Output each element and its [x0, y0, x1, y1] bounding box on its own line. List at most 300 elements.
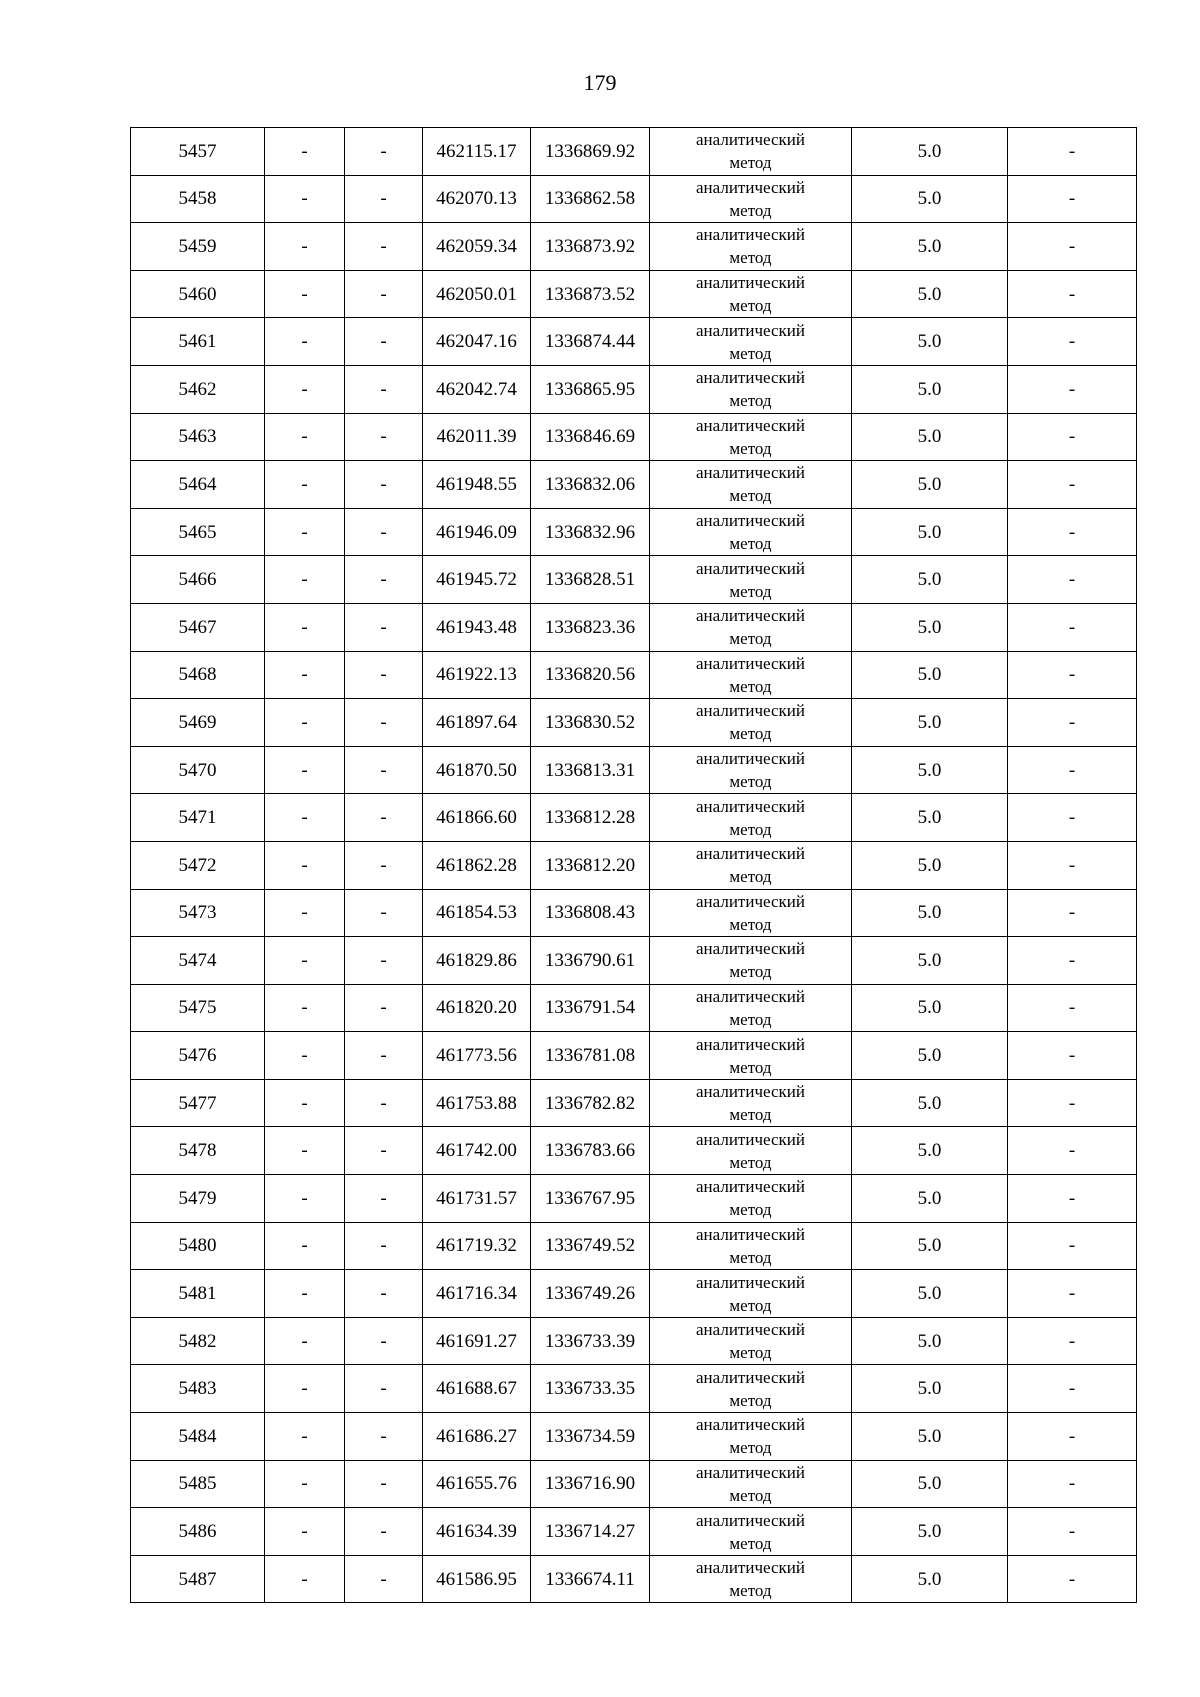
method-text-line-2: метод [729, 391, 772, 411]
method-text-line-2: метод [729, 486, 772, 506]
method-text-line-2: метод [729, 153, 772, 173]
method-cell [650, 1508, 852, 1556]
accuracy-cell: 5.0 [852, 128, 1008, 176]
method-cell [650, 794, 852, 842]
note-cell: - [1008, 128, 1137, 176]
note-cell: - [1008, 984, 1137, 1032]
x-coordinate-cell: 461945.72 [423, 556, 531, 604]
accuracy-cell: 5.0 [852, 1317, 1008, 1365]
table-row [131, 318, 1137, 366]
table-row [131, 1460, 1137, 1508]
point-number-cell: 5459 [131, 223, 265, 271]
page-number: 179 [583, 70, 617, 95]
table-row [131, 1175, 1137, 1223]
method-cell [650, 128, 852, 176]
accuracy-cell: 5.0 [852, 1222, 1008, 1270]
method-cell [650, 651, 852, 699]
method-text-line-1: аналитический [696, 749, 805, 769]
empty-value-cell: - [345, 1270, 423, 1318]
accuracy-cell: 5.0 [852, 937, 1008, 985]
coordinates-table [130, 127, 1137, 1603]
method-text-line-2: метод [729, 1533, 772, 1553]
point-number-cell: 5472 [131, 841, 265, 889]
empty-value-cell: - [265, 1365, 345, 1413]
x-coordinate-cell: 461897.64 [423, 699, 531, 747]
empty-value-cell: - [345, 1555, 423, 1603]
method-text-line-1: аналитический [696, 1224, 805, 1244]
x-coordinate-cell: 461946.09 [423, 508, 531, 556]
table-row [131, 1555, 1137, 1603]
y-coordinate-cell: 1336716.90 [531, 1460, 650, 1508]
point-number-cell: 5458 [131, 175, 265, 223]
accuracy-cell: 5.0 [852, 556, 1008, 604]
table-row [131, 937, 1137, 985]
note-cell: - [1008, 1317, 1137, 1365]
method-text-line-1: аналитический [696, 1272, 805, 1292]
note-cell: - [1008, 1270, 1137, 1318]
accuracy-cell: 5.0 [852, 699, 1008, 747]
x-coordinate-cell: 461773.56 [423, 1032, 531, 1080]
empty-value-cell: - [345, 270, 423, 318]
empty-value-cell: - [345, 1222, 423, 1270]
accuracy-cell: 5.0 [852, 1032, 1008, 1080]
x-coordinate-cell: 461688.67 [423, 1365, 531, 1413]
x-coordinate-cell: 462011.39 [423, 413, 531, 461]
empty-value-cell: - [345, 1032, 423, 1080]
accuracy-cell: 5.0 [852, 270, 1008, 318]
note-cell: - [1008, 889, 1137, 937]
empty-value-cell: - [265, 1460, 345, 1508]
table-row [131, 1079, 1137, 1127]
accuracy-cell: 5.0 [852, 651, 1008, 699]
empty-value-cell: - [345, 746, 423, 794]
empty-value-cell: - [345, 318, 423, 366]
table-row [131, 1365, 1137, 1413]
note-cell: - [1008, 508, 1137, 556]
empty-value-cell: - [265, 1079, 345, 1127]
empty-value-cell: - [265, 508, 345, 556]
method-text-line-1: аналитический [696, 939, 805, 959]
table-row [131, 889, 1137, 937]
table-row [131, 223, 1137, 271]
x-coordinate-cell: 461948.55 [423, 461, 531, 509]
y-coordinate-cell: 1336820.56 [531, 651, 650, 699]
table-row [131, 1032, 1137, 1080]
empty-value-cell: - [345, 461, 423, 509]
method-text-line-2: метод [729, 772, 772, 792]
empty-value-cell: - [265, 1508, 345, 1556]
empty-value-cell: - [265, 651, 345, 699]
empty-value-cell: - [345, 651, 423, 699]
table-row [131, 1127, 1137, 1175]
empty-value-cell: - [345, 223, 423, 271]
x-coordinate-cell: 461719.32 [423, 1222, 531, 1270]
point-number-cell: 5464 [131, 461, 265, 509]
method-cell [650, 984, 852, 1032]
method-text-line-1: аналитический [696, 653, 805, 673]
x-coordinate-cell: 461862.28 [423, 841, 531, 889]
accuracy-cell: 5.0 [852, 1079, 1008, 1127]
table-row [131, 128, 1137, 176]
note-cell: - [1008, 651, 1137, 699]
note-cell: - [1008, 937, 1137, 985]
x-coordinate-cell: 461731.57 [423, 1175, 531, 1223]
empty-value-cell: - [265, 937, 345, 985]
accuracy-cell: 5.0 [852, 1508, 1008, 1556]
point-number-cell: 5477 [131, 1079, 265, 1127]
method-cell [650, 175, 852, 223]
method-cell [650, 508, 852, 556]
empty-value-cell: - [345, 1365, 423, 1413]
method-text-line-1: аналитический [696, 1129, 805, 1149]
method-text-line-2: метод [729, 1581, 772, 1601]
empty-value-cell: - [265, 318, 345, 366]
point-number-cell: 5485 [131, 1460, 265, 1508]
method-text-line-2: метод [729, 534, 772, 554]
method-text-line-2: метод [729, 724, 772, 744]
y-coordinate-cell: 1336830.52 [531, 699, 650, 747]
accuracy-cell: 5.0 [852, 1127, 1008, 1175]
method-cell [650, 1365, 852, 1413]
y-coordinate-cell: 1336749.26 [531, 1270, 650, 1318]
y-coordinate-cell: 1336781.08 [531, 1032, 650, 1080]
x-coordinate-cell: 462059.34 [423, 223, 531, 271]
point-number-cell: 5471 [131, 794, 265, 842]
method-cell [650, 1555, 852, 1603]
table-row [131, 651, 1137, 699]
accuracy-cell: 5.0 [852, 413, 1008, 461]
empty-value-cell: - [265, 223, 345, 271]
note-cell: - [1008, 1032, 1137, 1080]
point-number-cell: 5461 [131, 318, 265, 366]
x-coordinate-cell: 462115.17 [423, 128, 531, 176]
x-coordinate-cell: 461655.76 [423, 1460, 531, 1508]
method-text-line-1: аналитический [696, 320, 805, 340]
y-coordinate-cell: 1336783.66 [531, 1127, 650, 1175]
x-coordinate-cell: 461829.86 [423, 937, 531, 985]
empty-value-cell: - [345, 699, 423, 747]
accuracy-cell: 5.0 [852, 1175, 1008, 1223]
empty-value-cell: - [265, 699, 345, 747]
method-cell [650, 556, 852, 604]
x-coordinate-cell: 462042.74 [423, 365, 531, 413]
method-text-line-1: аналитический [696, 1462, 805, 1482]
method-text-line-1: аналитический [696, 558, 805, 578]
y-coordinate-cell: 1336749.52 [531, 1222, 650, 1270]
table-row [131, 1413, 1137, 1461]
x-coordinate-cell: 461870.50 [423, 746, 531, 794]
x-coordinate-cell: 461586.95 [423, 1555, 531, 1603]
x-coordinate-cell: 461716.34 [423, 1270, 531, 1318]
empty-value-cell: - [265, 603, 345, 651]
accuracy-cell: 5.0 [852, 1365, 1008, 1413]
point-number-cell: 5482 [131, 1317, 265, 1365]
method-text-line-1: аналитический [696, 1177, 805, 1197]
method-cell [650, 365, 852, 413]
empty-value-cell: - [265, 365, 345, 413]
empty-value-cell: - [345, 365, 423, 413]
y-coordinate-cell: 1336873.52 [531, 270, 650, 318]
empty-value-cell: - [345, 603, 423, 651]
accuracy-cell: 5.0 [852, 603, 1008, 651]
empty-value-cell: - [345, 841, 423, 889]
empty-value-cell: - [265, 889, 345, 937]
accuracy-cell: 5.0 [852, 1413, 1008, 1461]
table-row [131, 1508, 1137, 1556]
point-number-cell: 5466 [131, 556, 265, 604]
note-cell: - [1008, 1175, 1137, 1223]
table-row [131, 841, 1137, 889]
y-coordinate-cell: 1336734.59 [531, 1413, 650, 1461]
empty-value-cell: - [345, 1413, 423, 1461]
empty-value-cell: - [345, 508, 423, 556]
note-cell: - [1008, 365, 1137, 413]
point-number-cell: 5474 [131, 937, 265, 985]
note-cell: - [1008, 318, 1137, 366]
method-text-line-2: метод [729, 438, 772, 458]
point-number-cell: 5484 [131, 1413, 265, 1461]
method-cell [650, 1317, 852, 1365]
method-text-line-1: аналитический [696, 1034, 805, 1054]
empty-value-cell: - [345, 175, 423, 223]
method-cell [650, 270, 852, 318]
empty-value-cell: - [265, 746, 345, 794]
x-coordinate-cell: 462050.01 [423, 270, 531, 318]
note-cell: - [1008, 175, 1137, 223]
method-text-line-2: метод [729, 1009, 772, 1029]
point-number-cell: 5462 [131, 365, 265, 413]
y-coordinate-cell: 1336828.51 [531, 556, 650, 604]
y-coordinate-cell: 1336767.95 [531, 1175, 650, 1223]
empty-value-cell: - [345, 1508, 423, 1556]
method-text-line-1: аналитический [696, 463, 805, 483]
accuracy-cell: 5.0 [852, 841, 1008, 889]
accuracy-cell: 5.0 [852, 1555, 1008, 1603]
empty-value-cell: - [265, 1413, 345, 1461]
note-cell: - [1008, 1127, 1137, 1175]
point-number-cell: 5481 [131, 1270, 265, 1318]
method-text-line-2: метод [729, 1105, 772, 1125]
note-cell: - [1008, 794, 1137, 842]
empty-value-cell: - [265, 128, 345, 176]
x-coordinate-cell: 461943.48 [423, 603, 531, 651]
note-cell: - [1008, 223, 1137, 271]
accuracy-cell: 5.0 [852, 889, 1008, 937]
method-text-line-1: аналитический [696, 986, 805, 1006]
x-coordinate-cell: 461753.88 [423, 1079, 531, 1127]
empty-value-cell: - [265, 1032, 345, 1080]
method-cell [650, 746, 852, 794]
point-number-cell: 5470 [131, 746, 265, 794]
accuracy-cell: 5.0 [852, 794, 1008, 842]
point-number-cell: 5465 [131, 508, 265, 556]
note-cell: - [1008, 1460, 1137, 1508]
table-row [131, 175, 1137, 223]
point-number-cell: 5457 [131, 128, 265, 176]
point-number-cell: 5460 [131, 270, 265, 318]
y-coordinate-cell: 1336812.28 [531, 794, 650, 842]
method-text-line-2: метод [729, 1247, 772, 1267]
empty-value-cell: - [345, 1175, 423, 1223]
method-text-line-1: аналитический [696, 844, 805, 864]
y-coordinate-cell: 1336869.92 [531, 128, 650, 176]
method-text-line-1: аналитический [696, 177, 805, 197]
table-row [131, 603, 1137, 651]
method-text-line-1: аналитический [696, 701, 805, 721]
table-row [131, 746, 1137, 794]
note-cell: - [1008, 413, 1137, 461]
method-text-line-2: метод [729, 1485, 772, 1505]
table-row [131, 413, 1137, 461]
method-cell [650, 223, 852, 271]
empty-value-cell: - [265, 413, 345, 461]
method-cell [650, 318, 852, 366]
x-coordinate-cell: 462070.13 [423, 175, 531, 223]
method-text-line-1: аналитический [696, 1367, 805, 1387]
note-cell: - [1008, 1079, 1137, 1127]
table-row [131, 1270, 1137, 1318]
empty-value-cell: - [345, 413, 423, 461]
method-text-line-1: аналитический [696, 1415, 805, 1435]
empty-value-cell: - [345, 889, 423, 937]
accuracy-cell: 5.0 [852, 461, 1008, 509]
method-cell [650, 1413, 852, 1461]
method-text-line-2: метод [729, 629, 772, 649]
method-text-line-2: метод [729, 581, 772, 601]
empty-value-cell: - [265, 1222, 345, 1270]
method-cell [650, 841, 852, 889]
method-text-line-2: метод [729, 819, 772, 839]
point-number-cell: 5478 [131, 1127, 265, 1175]
method-text-line-1: аналитический [696, 1558, 805, 1578]
y-coordinate-cell: 1336873.92 [531, 223, 650, 271]
note-cell: - [1008, 556, 1137, 604]
empty-value-cell: - [265, 1555, 345, 1603]
method-text-line-2: метод [729, 200, 772, 220]
point-number-cell: 5468 [131, 651, 265, 699]
accuracy-cell: 5.0 [852, 746, 1008, 794]
method-text-line-2: метод [729, 1295, 772, 1315]
y-coordinate-cell: 1336714.27 [531, 1508, 650, 1556]
y-coordinate-cell: 1336874.44 [531, 318, 650, 366]
y-coordinate-cell: 1336782.82 [531, 1079, 650, 1127]
method-text-line-2: метод [729, 962, 772, 982]
method-text-line-1: аналитический [696, 225, 805, 245]
empty-value-cell: - [265, 1175, 345, 1223]
point-number-cell: 5476 [131, 1032, 265, 1080]
point-number-cell: 5487 [131, 1555, 265, 1603]
y-coordinate-cell: 1336791.54 [531, 984, 650, 1032]
method-cell [650, 1460, 852, 1508]
x-coordinate-cell: 461691.27 [423, 1317, 531, 1365]
method-text-line-1: аналитический [696, 1082, 805, 1102]
point-number-cell: 5469 [131, 699, 265, 747]
empty-value-cell: - [265, 1270, 345, 1318]
method-cell [650, 1032, 852, 1080]
empty-value-cell: - [265, 175, 345, 223]
method-text-line-2: метод [729, 1057, 772, 1077]
method-text-line-2: метод [729, 867, 772, 887]
empty-value-cell: - [265, 984, 345, 1032]
method-cell [650, 699, 852, 747]
empty-value-cell: - [345, 128, 423, 176]
table-row [131, 1317, 1137, 1365]
method-cell [650, 1222, 852, 1270]
x-coordinate-cell: 461866.60 [423, 794, 531, 842]
empty-value-cell: - [345, 1460, 423, 1508]
method-text-line-1: аналитический [696, 368, 805, 388]
accuracy-cell: 5.0 [852, 223, 1008, 271]
x-coordinate-cell: 461686.27 [423, 1413, 531, 1461]
note-cell: - [1008, 746, 1137, 794]
accuracy-cell: 5.0 [852, 318, 1008, 366]
method-text-line-2: метод [729, 296, 772, 316]
method-text-line-1: аналитический [696, 273, 805, 293]
method-cell [650, 1127, 852, 1175]
table-row [131, 556, 1137, 604]
accuracy-cell: 5.0 [852, 1270, 1008, 1318]
point-number-cell: 5479 [131, 1175, 265, 1223]
empty-value-cell: - [265, 270, 345, 318]
method-cell [650, 603, 852, 651]
empty-value-cell: - [345, 1127, 423, 1175]
y-coordinate-cell: 1336832.06 [531, 461, 650, 509]
x-coordinate-cell: 461854.53 [423, 889, 531, 937]
x-coordinate-cell: 461742.00 [423, 1127, 531, 1175]
method-text-line-1: аналитический [696, 1320, 805, 1340]
empty-value-cell: - [265, 794, 345, 842]
empty-value-cell: - [265, 1317, 345, 1365]
y-coordinate-cell: 1336813.31 [531, 746, 650, 794]
accuracy-cell: 5.0 [852, 1460, 1008, 1508]
method-cell [650, 937, 852, 985]
table-row [131, 794, 1137, 842]
x-coordinate-cell: 461820.20 [423, 984, 531, 1032]
y-coordinate-cell: 1336733.35 [531, 1365, 650, 1413]
method-text-line-1: аналитический [696, 796, 805, 816]
y-coordinate-cell: 1336823.36 [531, 603, 650, 651]
x-coordinate-cell: 462047.16 [423, 318, 531, 366]
method-text-line-1: аналитический [696, 511, 805, 531]
note-cell: - [1008, 461, 1137, 509]
table-row [131, 508, 1137, 556]
accuracy-cell: 5.0 [852, 175, 1008, 223]
method-text-line-2: метод [729, 1152, 772, 1172]
method-cell [650, 461, 852, 509]
note-cell: - [1008, 603, 1137, 651]
note-cell: - [1008, 1413, 1137, 1461]
x-coordinate-cell: 461922.13 [423, 651, 531, 699]
method-cell [650, 1079, 852, 1127]
empty-value-cell: - [265, 841, 345, 889]
y-coordinate-cell: 1336865.95 [531, 365, 650, 413]
method-text-line-2: метод [729, 343, 772, 363]
empty-value-cell: - [265, 461, 345, 509]
accuracy-cell: 5.0 [852, 984, 1008, 1032]
point-number-cell: 5480 [131, 1222, 265, 1270]
point-number-cell: 5467 [131, 603, 265, 651]
y-coordinate-cell: 1336832.96 [531, 508, 650, 556]
table-row [131, 461, 1137, 509]
point-number-cell: 5463 [131, 413, 265, 461]
point-number-cell: 5483 [131, 1365, 265, 1413]
note-cell: - [1008, 841, 1137, 889]
y-coordinate-cell: 1336862.58 [531, 175, 650, 223]
y-coordinate-cell: 1336733.39 [531, 1317, 650, 1365]
y-coordinate-cell: 1336790.61 [531, 937, 650, 985]
y-coordinate-cell: 1336812.20 [531, 841, 650, 889]
method-cell [650, 413, 852, 461]
